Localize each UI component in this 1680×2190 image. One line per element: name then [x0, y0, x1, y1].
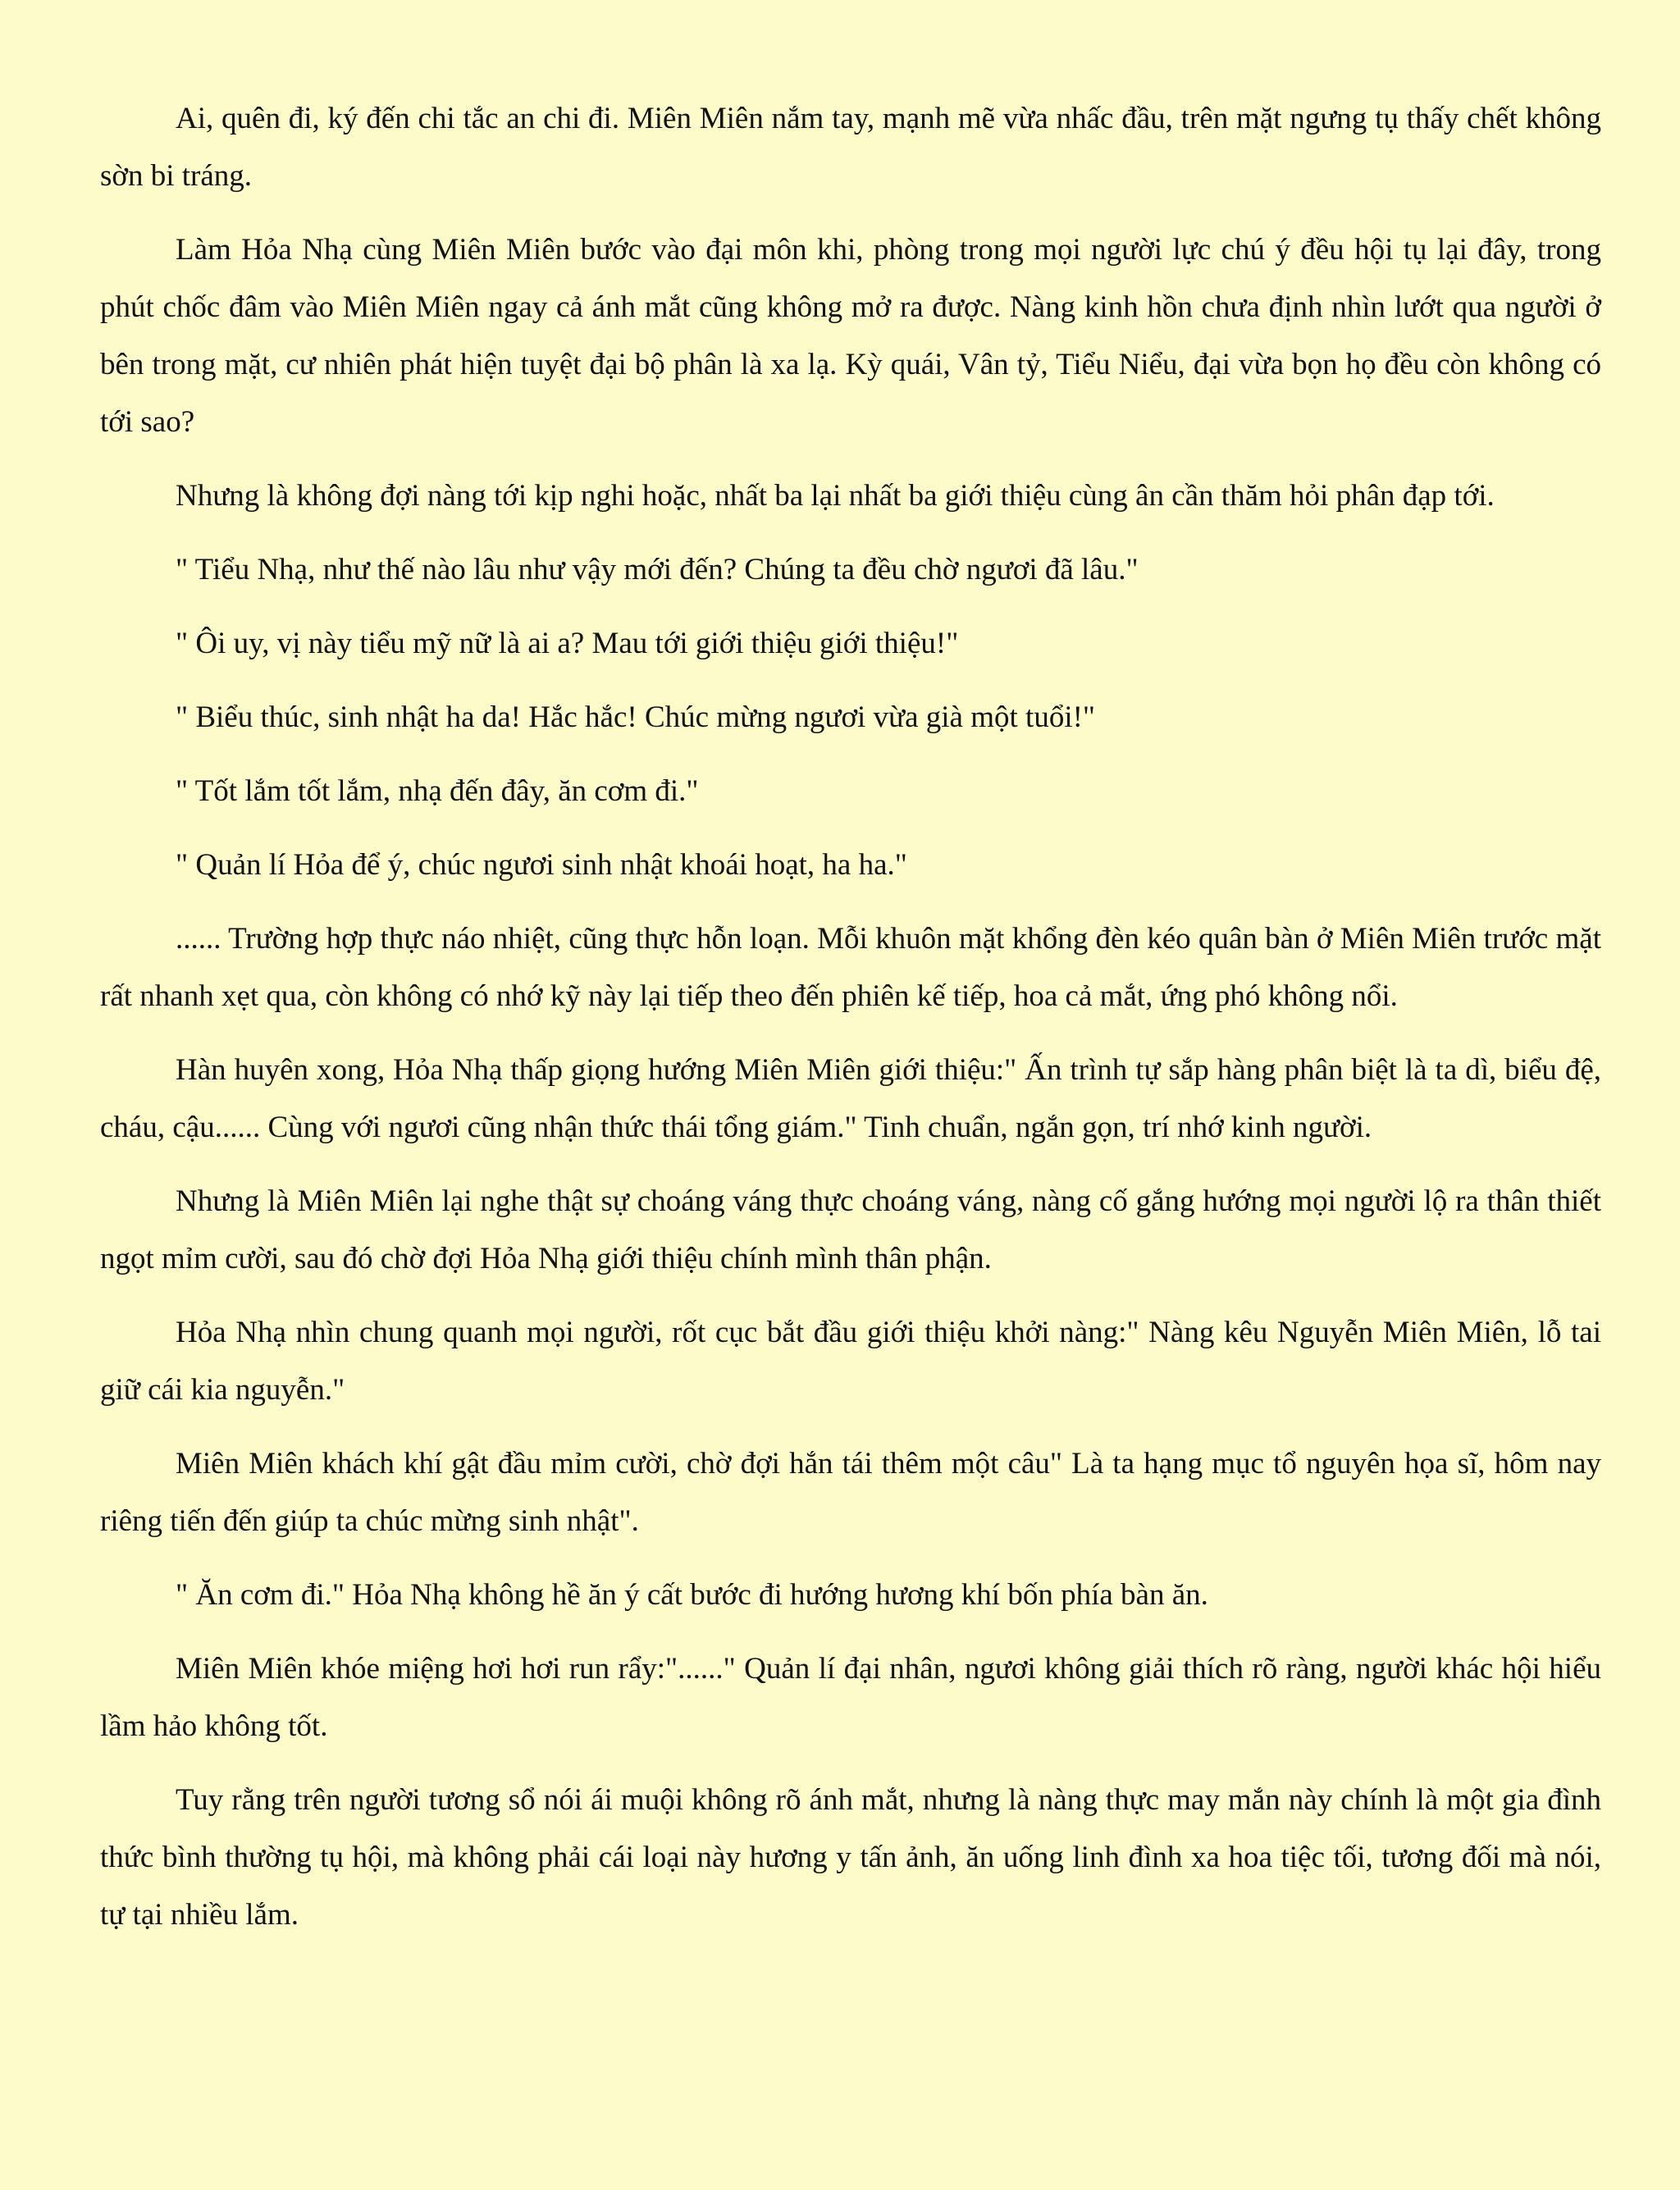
dialogue-line-2: " Ôi uy, vị này tiểu mỹ nữ là ai a? Mau tới giới thiệu giới thiệu!"	[176, 627, 959, 660]
paragraph-4: ...... Trường hợp thực náo nhiệt, cũng thực hỗn loạn. Mỗi khuôn mặt khổng đèn kéo quân bàn ở Miên Miên trước mặt rất nhanh xẹt qua, còn không có nhớ kỹ này lại tiếp theo đến phiên kế tiếp, hoa cả mắt, ứng phó không nổi.	[100, 922, 1601, 1013]
paragraph-9: " Ăn cơm đi." Hỏa Nhạ không hề ăn ý cất bước đi hướng hương khí bốn phía bàn ăn.	[176, 1578, 1208, 1612]
paragraph-2: Làm Hỏa Nhạ cùng Miên Miên bước vào đại môn khi, phòng trong mọi người lực chú ý đều hội tụ lại đây, trong phút chốc đâm vào Miên Miên ngay cả ánh mắt cũng không mở ra được. Nàng kinh hồn chưa định nhìn lướt qua người ở bên trong mặt, cư nhiên phát hiện tuyệt đại bộ phân là xa lạ. Kỳ quái, Vân tỷ, Tiểu Niểu, đại vừa bọn họ đều còn không có tới sao?	[100, 233, 1601, 439]
paragraph-1: Ai, quên đi, ký đến chi tắc an chi đi. Miên Miên nắm tay, mạnh mẽ vừa nhấc đầu, trên mặt ngưng tụ thấy chết không sờn bi tráng.	[100, 102, 1601, 193]
paragraph-5: Hàn huyên xong, Hỏa Nhạ thấp giọng hướng Miên Miên giới thiệu:" Ấn trình tự sắp hàng phân biệt là ta dì, biểu đệ, cháu, cậu...... Cùng với ngươi cũng nhận thức thái tổng giám." Tinh chuẩn, ngắn gọn, trí nhớ kinh người.	[100, 1053, 1601, 1144]
paragraph-8: Miên Miên khách khí gật đầu mỉm cười, chờ đợi hắn tái thêm một câu" Là ta hạng mục tổ nguyên họa sĩ, hôm nay riêng tiến đến giúp ta chúc mừng sinh nhật".	[100, 1447, 1601, 1538]
paragraph-6: Nhưng là Miên Miên lại nghe thật sự choáng váng thực choáng váng, nàng cố gắng hướng mọi người lộ ra thân thiết ngọt mỉm cười, sau đó chờ đợi Hỏa Nhạ giới thiệu chính mình thân phận.	[100, 1184, 1601, 1275]
document-page	[100, 90, 1601, 1960]
dialogue-line-3: " Biểu thúc, sinh nhật ha da! Hắc hắc! Chúc mừng ngươi vừa già một tuổi!"	[176, 700, 1096, 734]
paragraph-10: Miên Miên khóe miệng hơi hơi run rẩy:"......" Quản lí đại nhân, ngươi không giải thích rõ ràng, người khác hội hiểu lầm hảo không tốt.	[100, 1652, 1601, 1743]
dialogue-line-5: " Quản lí Hỏa để ý, chúc ngươi sinh nhật khoái hoạt, ha ha."	[176, 848, 907, 882]
paragraph-11: Tuy rằng trên người tương sổ nói ái muội không rõ ánh mắt, nhưng là nàng thực may mắn này chính là một gia đình thức bình thường tụ hội, mà không phải cái loại này hương y tấn ảnh, ăn uống linh đình xa hoa tiệc tối, tương đối mà nói, tự tại nhiều lắm.	[100, 1783, 1601, 1932]
dialogue-line-1: " Tiểu Nhạ, như thế nào lâu như vậy mới đến? Chúng ta đều chờ ngươi đã lâu."	[176, 553, 1139, 586]
paragraph-3: Nhưng là không đợi nàng tới kịp nghi hoặc, nhất ba lại nhất ba giới thiệu cùng ân cần thăm hỏi phân đạp tới.	[176, 479, 1495, 513]
dialogue-line-4: " Tốt lắm tốt lắm, nhạ đến đây, ăn cơm đi."	[176, 774, 699, 808]
paragraph-7: Hỏa Nhạ nhìn chung quanh mọi người, rốt cục bắt đầu giới thiệu khởi nàng:" Nàng kêu Nguyễn Miên Miên, lỗ tai giữ cái kia nguyễn."	[100, 1316, 1601, 1407]
